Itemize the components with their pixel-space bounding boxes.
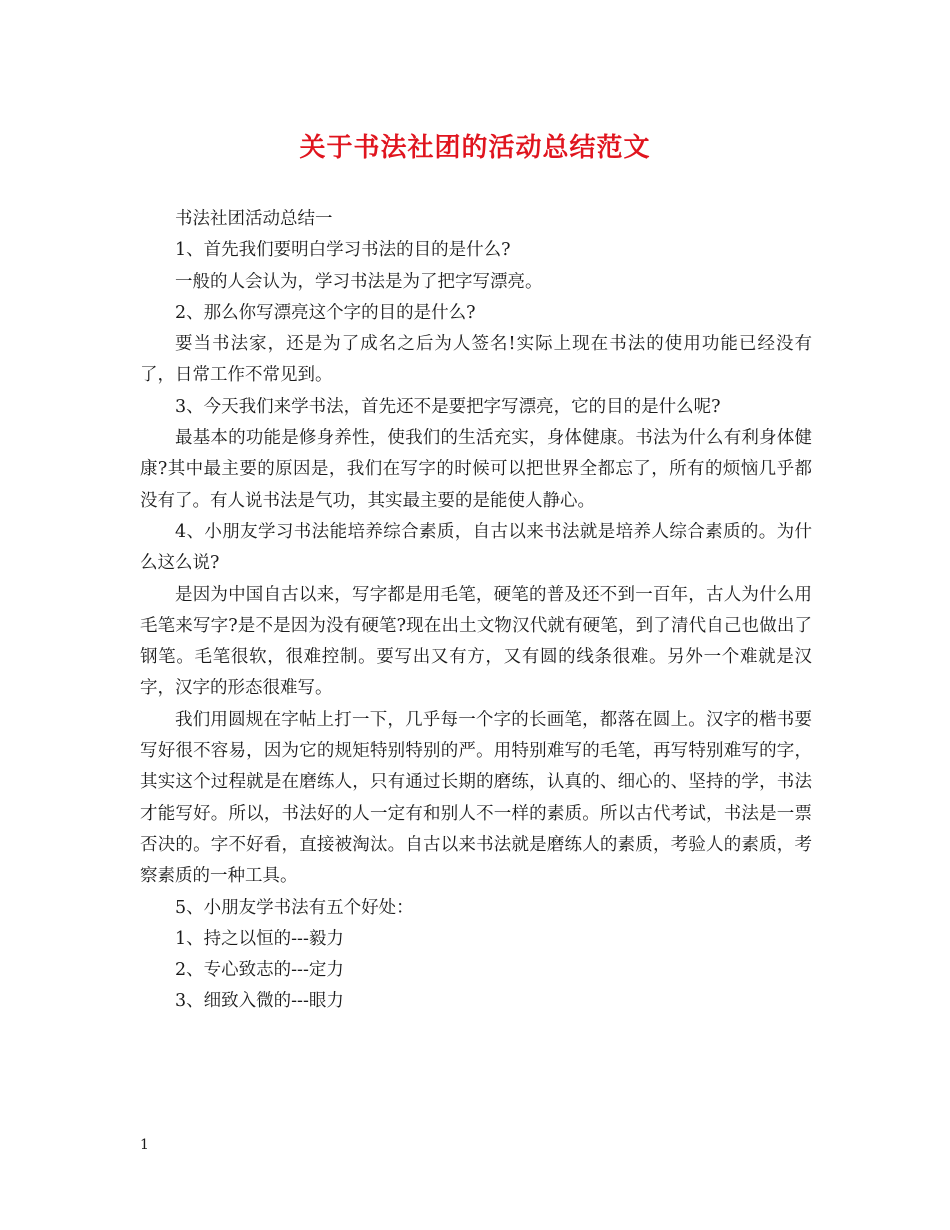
paragraph: 最基本的功能是修身养性，使我们的生活充实，身体健康。书法为什么有利身体健康?其中最主要的原因是，我们在写字的时候可以把世界全都忘了，所有的烦恼几乎都没有了。有人说书法是气功，其实最主要的是能使人静心。 <box>140 428 812 511</box>
paragraph: 3、今天我们来学书法，首先还不是要把字写漂亮，它的目的是什么呢? <box>175 396 721 417</box>
paragraph: 一般的人会认为，学习书法是为了把字写漂亮。 <box>175 271 543 292</box>
document-body <box>140 204 812 1018</box>
paragraph: 我们用圆规在字帖上打一下，几乎每一个字的长画笔，都落在圆上。汉字的楷书要写好很不容易，因为它的规矩特别特别的严。用特别难写的毛笔，再写特别难写的字，其实这个过程就是在磨练人，只有通过长期的磨练，认真的、细心的、坚持的学，书法才能写好。所以，书法好的人一定有和别人不一样的素质。所以古代考试，书法是一票否决的。字不好看，直接被淘汰。自古以来书法就是磨练人的素质，考验人的素质，考察素质的一种工具。 <box>140 709 812 887</box>
paragraph: 是因为中国自古以来，写字都是用毛笔，硬笔的普及还不到一百年，古人为什么用毛笔来写字?是不是因为没有硬笔?现在出土文物汉代就有硬笔，到了清代自己也做出了钢笔。毛笔很软，很难控制。要写出又有方，又有圆的线条很难。另外一个难就是汉字，汉字的形态很难写。 <box>140 584 812 699</box>
paragraph: 书法社团活动总结一 <box>175 209 333 229</box>
paragraph: 2、那么你写漂亮这个字的目的是什么? <box>175 302 476 323</box>
paragraph: 1、首先我们要明白学习书法的目的是什么? <box>175 240 511 261</box>
paragraph: 2、专心致志的---定力 <box>175 960 344 981</box>
paragraph: 要当书法家，还是为了成名之后为人签名!实际上现在书法的使用功能已经没有了，日常工作不常见到。 <box>140 334 812 386</box>
document-title: 关于书法社团的活动总结范文 <box>299 133 651 163</box>
paragraph: 5、小朋友学书法有五个好处： <box>175 897 414 918</box>
paragraph: 3、细致入微的---眼力 <box>175 991 344 1012</box>
paragraph: 4、小朋友学习书法能培养综合素质，自古以来书法就是培养人综合素质的。为什么这么说? <box>140 521 812 574</box>
paragraph: 1、持之以恒的---毅力 <box>175 928 344 949</box>
page-number: 1 <box>140 1137 149 1153</box>
